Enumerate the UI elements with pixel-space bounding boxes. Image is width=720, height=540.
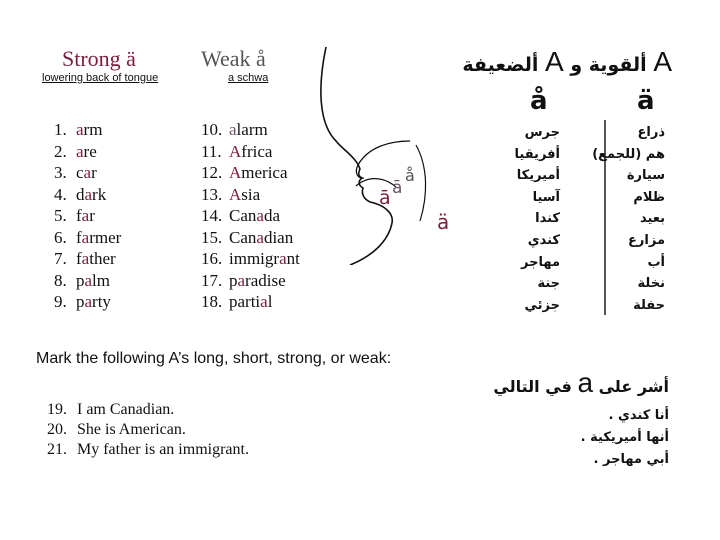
list-item: جرس xyxy=(524,125,560,140)
arabic-title: A ألقوية و A ألضعيفة xyxy=(462,46,672,77)
list-item: أميريكا xyxy=(516,168,560,184)
strong-heading: Strong ä xyxy=(62,46,136,71)
list-item: جزئي xyxy=(524,297,560,313)
list-item: أب xyxy=(647,254,665,270)
strong-a-symbol: ā xyxy=(392,178,403,198)
list-item: سيارة xyxy=(626,168,665,184)
arabic-strong-word-list xyxy=(592,122,665,316)
arabic-exercise-list xyxy=(581,405,669,471)
list-item: 8. palm xyxy=(54,270,110,290)
list-item: 18. partial xyxy=(201,292,273,311)
weak-a-symbol: å xyxy=(405,166,415,185)
list-item: أنا كندي . xyxy=(608,408,669,423)
list-item: 1. arm xyxy=(54,120,103,139)
arabic-instruction: أشر على a في التالي xyxy=(493,367,669,398)
list-item: 19. I am Canadian. xyxy=(47,401,175,418)
list-item: بعيد xyxy=(639,211,665,227)
list-item: أبي مهاجر . xyxy=(593,452,669,467)
list-item: أنها أميريكية . xyxy=(580,430,669,445)
list-item: 14. Canada xyxy=(201,206,280,225)
list-item: كندي xyxy=(527,232,560,248)
list-item: 12. America xyxy=(201,163,288,182)
list-item: 9. party xyxy=(54,292,111,311)
list-item: 17. paradise xyxy=(201,270,286,290)
list-item: 6. farmer xyxy=(54,227,122,247)
list-item: 13. Asia xyxy=(201,184,261,204)
list-item: 3. car xyxy=(54,163,97,182)
list-item: ذراع xyxy=(637,125,665,140)
list-item: كندا xyxy=(535,211,560,227)
list-item: 4. dark xyxy=(54,184,107,204)
strong-column-heading: ä xyxy=(637,86,655,116)
list-item: آسيا xyxy=(532,189,560,205)
mouth-profile-illustration xyxy=(308,45,478,265)
list-item: 5. far xyxy=(54,206,95,225)
list-item: حفلة xyxy=(633,297,665,313)
list-item: 16. immigrant xyxy=(201,249,300,268)
weak-heading: Weak å xyxy=(201,46,266,71)
strong-a-symbol: ā xyxy=(379,187,391,209)
list-item: 11. Africa xyxy=(201,141,273,161)
list-item: 7. father xyxy=(54,249,116,268)
list-item: نخلة xyxy=(637,276,665,292)
strong-a-symbol: ä xyxy=(437,210,450,234)
list-item: مهاجر xyxy=(521,254,560,270)
exercise-list xyxy=(47,400,249,460)
strong-word-list xyxy=(54,119,121,313)
list-item: 21. My father is an immigrant. xyxy=(47,441,249,458)
weak-subheading: a schwa xyxy=(228,72,269,84)
list-item: 15. Canadian xyxy=(201,227,294,247)
list-item: 20. She is American. xyxy=(47,421,186,438)
list-item: ظلام xyxy=(633,189,665,205)
arabic-weak-word-list xyxy=(515,122,560,316)
list-item: 10. alarm xyxy=(201,120,268,139)
list-item: أفريقيا xyxy=(514,146,560,162)
list-item: جنة xyxy=(537,276,560,292)
instruction-text: Mark the following A’s long, short, strong, or weak: xyxy=(36,350,392,367)
list-item: هم (للجمع) xyxy=(592,146,665,162)
strong-subheading: lowering back of tongue xyxy=(42,72,159,84)
weak-column-heading: å xyxy=(530,86,548,116)
list-item: 2. are xyxy=(54,141,97,161)
weak-word-list xyxy=(201,119,300,313)
list-item: مزارع xyxy=(628,232,665,248)
